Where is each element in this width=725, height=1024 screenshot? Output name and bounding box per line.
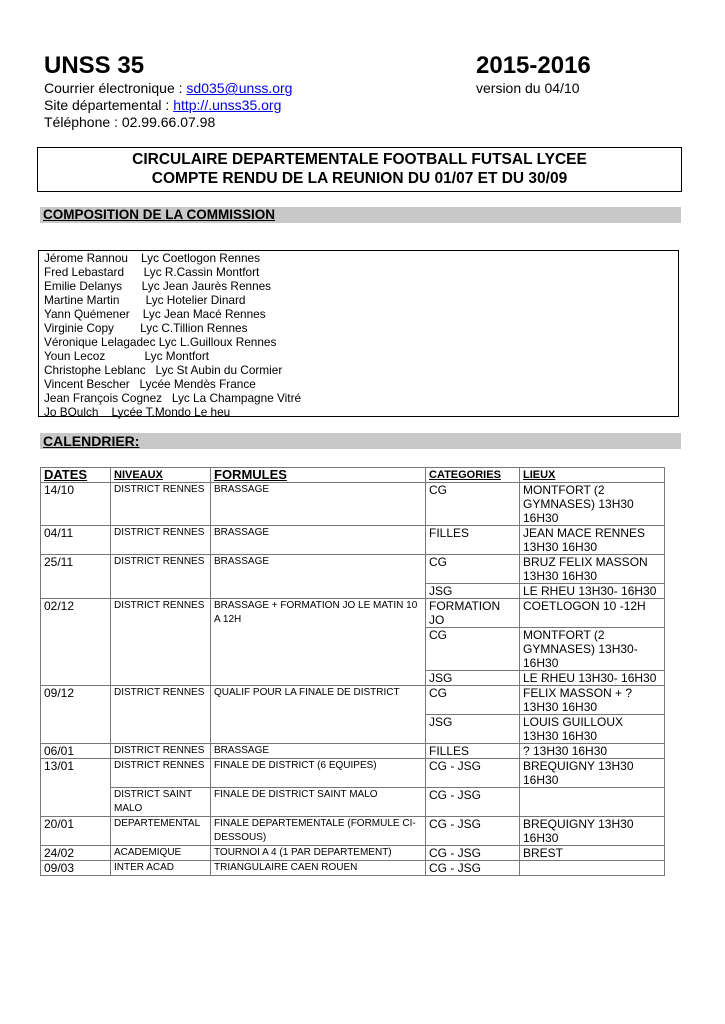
table-row bbox=[41, 744, 665, 759]
date-cell: 09/03 bbox=[41, 861, 111, 876]
formule-cell: FINALE DEPARTEMENTALE (FORMULE CI-DESSOUS) bbox=[211, 817, 426, 846]
category-cell: CG bbox=[426, 686, 520, 715]
lieu-cell: LE RHEU 13H30- 16H30 bbox=[520, 584, 665, 599]
org-title: UNSS 35 bbox=[44, 52, 145, 79]
niveau-cell: DISTRICT RENNES bbox=[111, 526, 211, 555]
table-row bbox=[41, 483, 665, 526]
member-item: Vincent Bescher Lycée Mendès France bbox=[44, 377, 256, 391]
niveau-cell: DISTRICT RENNES bbox=[111, 759, 211, 788]
category-cell: CG - JSG bbox=[426, 817, 520, 846]
category-cell: FILLES bbox=[426, 526, 520, 555]
category-cell: CG bbox=[426, 483, 520, 526]
calendar-table bbox=[40, 467, 665, 876]
category-cell: CG - JSG bbox=[426, 759, 520, 788]
member-item: Jean François Cognez Lyc La Champagne Vitré bbox=[44, 391, 302, 405]
lieu-cell: FELIX MASSON + ? 13H30 16H30 bbox=[520, 686, 665, 715]
email-label: Courrier électronique : bbox=[44, 80, 187, 96]
formule-cell: TRIANGULAIRE CAEN ROUEN bbox=[211, 861, 426, 876]
col-categories: CATEGORIES bbox=[426, 468, 520, 483]
col-lieux: LIEUX bbox=[520, 468, 665, 483]
niveau-cell: DISTRICT RENNES bbox=[111, 686, 211, 744]
date-cell: 13/01 bbox=[41, 759, 111, 817]
niveau-cell: DISTRICT RENNES bbox=[111, 483, 211, 526]
category-cell: JSG bbox=[426, 671, 520, 686]
niveau-cell: DISTRICT SAINT MALO bbox=[111, 788, 211, 817]
section-heading: COMPOSITION DE LA COMMISSION bbox=[43, 207, 276, 222]
section-calendar bbox=[40, 433, 681, 449]
niveau-cell: ACADEMIQUE bbox=[111, 846, 211, 861]
member-item: Yann Quémener Lyc Jean Macé Rennes bbox=[44, 307, 266, 321]
table-row bbox=[41, 861, 665, 876]
date-cell: 02/12 bbox=[41, 599, 111, 686]
formule-cell: BRASSAGE bbox=[211, 744, 426, 759]
date-cell: 09/12 bbox=[41, 686, 111, 744]
niveau-cell: INTER ACAD bbox=[111, 861, 211, 876]
category-cell: CG - JSG bbox=[426, 861, 520, 876]
category-cell: CG bbox=[426, 555, 520, 584]
niveau-cell: DISTRICT RENNES bbox=[111, 744, 211, 759]
lieu-cell: ? 13H30 16H30 bbox=[520, 744, 665, 759]
site-label: Site départemental : bbox=[44, 97, 174, 113]
lieu-cell: BREQUIGNY 13H30 16H30 bbox=[520, 759, 665, 788]
formule-cell: BRASSAGE bbox=[211, 526, 426, 555]
category-cell: CG - JSG bbox=[426, 788, 520, 817]
table-row bbox=[41, 759, 665, 788]
member-item: Emilie Delanys Lyc Jean Jaurès Rennes bbox=[44, 279, 272, 293]
formule-cell: FINALE DE DISTRICT (6 EQUIPES) bbox=[211, 759, 426, 788]
section-composition bbox=[40, 207, 681, 223]
category-cell: FILLES bbox=[426, 744, 520, 759]
lieu-cell: BRUZ FELIX MASSON 13H30 16H30 bbox=[520, 555, 665, 584]
col-niveaux: NIVEAUX bbox=[111, 468, 211, 483]
members-list bbox=[38, 250, 679, 417]
category-cell: CG bbox=[426, 628, 520, 671]
member-item: Jérome Rannou Lyc Coetlogon Rennes bbox=[44, 251, 260, 265]
category-cell: JSG bbox=[426, 584, 520, 599]
member-item: Martine Martin Lyc Hotelier Dinard bbox=[44, 293, 246, 307]
lieu-cell: COETLOGON 10 -12H bbox=[520, 599, 665, 628]
formule-cell: BRASSAGE bbox=[211, 483, 426, 526]
category-cell: FORMATION JO bbox=[426, 599, 520, 628]
col-formules: FORMULES bbox=[211, 468, 426, 483]
category-cell: JSG bbox=[426, 715, 520, 744]
site-link[interactable]: http://.unss35.org bbox=[173, 97, 282, 113]
lieu-cell: MONTFORT (2 GYMNASES) 13H30 16H30 bbox=[520, 483, 665, 526]
lieu-cell: LE RHEU 13H30- 16H30 bbox=[520, 671, 665, 686]
date-cell: 24/02 bbox=[41, 846, 111, 861]
col-dates: DATES bbox=[41, 468, 111, 483]
table-row bbox=[41, 599, 665, 628]
season: 2015-2016 bbox=[476, 52, 591, 79]
email-link[interactable]: sd035@unss.org bbox=[186, 80, 293, 96]
date-cell: 25/11 bbox=[41, 555, 111, 599]
niveau-cell: DISTRICT RENNES bbox=[111, 599, 211, 686]
contact-info bbox=[44, 80, 292, 131]
table-row bbox=[41, 555, 665, 584]
member-item: Véronique Lelagadec Lyc L.Guilloux Rennes bbox=[44, 335, 277, 349]
member-item: Fred Lebastard Lyc R.Cassin Montfort bbox=[44, 265, 260, 279]
member-item: Jo BOulch Lycée T.Mondo Le heu bbox=[44, 405, 231, 419]
title-line-1: CIRCULAIRE DEPARTEMENTALE FOOTBALL FUTSAL LYCEE bbox=[132, 151, 587, 168]
lieu-cell bbox=[520, 861, 665, 876]
lieu-cell: LOUIS GUILLOUX 13H30 16H30 bbox=[520, 715, 665, 744]
niveau-cell: DEPARTEMENTAL bbox=[111, 817, 211, 846]
version: version du 04/10 bbox=[476, 80, 580, 96]
lieu-cell bbox=[520, 788, 665, 817]
formule-cell: FINALE DE DISTRICT SAINT MALO bbox=[211, 788, 426, 817]
formule-cell: BRASSAGE bbox=[211, 555, 426, 599]
formule-cell: TOURNOI A 4 (1 PAR DEPARTEMENT) bbox=[211, 846, 426, 861]
category-cell: CG - JSG bbox=[426, 846, 520, 861]
member-item: Youn Lecoz Lyc Montfort bbox=[44, 349, 210, 363]
date-cell: 04/11 bbox=[41, 526, 111, 555]
formule-cell: BRASSAGE + FORMATION JO LE MATIN 10 A 12H bbox=[211, 599, 426, 686]
lieu-cell: JEAN MACE RENNES 13H30 16H30 bbox=[520, 526, 665, 555]
table-row bbox=[41, 526, 665, 555]
member-item: Christophe Leblanc Lyc St Aubin du Cormier bbox=[44, 363, 283, 377]
member-item: Virginie Copy Lyc C.Tillion Rennes bbox=[44, 321, 248, 335]
lieu-cell: MONTFORT (2 GYMNASES) 13H30- 16H30 bbox=[520, 628, 665, 671]
document-title bbox=[37, 147, 682, 192]
formule-cell: QUALIF POUR LA FINALE DE DISTRICT bbox=[211, 686, 426, 744]
table-row bbox=[41, 686, 665, 715]
table-row bbox=[41, 846, 665, 861]
table-row bbox=[41, 788, 665, 817]
date-cell: 20/01 bbox=[41, 817, 111, 846]
phone: Téléphone : 02.99.66.07.98 bbox=[44, 114, 216, 130]
date-cell: 06/01 bbox=[41, 744, 111, 759]
section-heading: CALENDRIER: bbox=[43, 433, 140, 449]
niveau-cell: DISTRICT RENNES bbox=[111, 555, 211, 599]
lieu-cell: BREQUIGNY 13H30 16H30 bbox=[520, 817, 665, 846]
title-line-2: COMPTE RENDU DE LA REUNION DU 01/07 ET DU 30/09 bbox=[151, 170, 568, 187]
lieu-cell: BREST bbox=[520, 846, 665, 861]
table-row bbox=[41, 817, 665, 846]
date-cell: 14/10 bbox=[41, 483, 111, 526]
